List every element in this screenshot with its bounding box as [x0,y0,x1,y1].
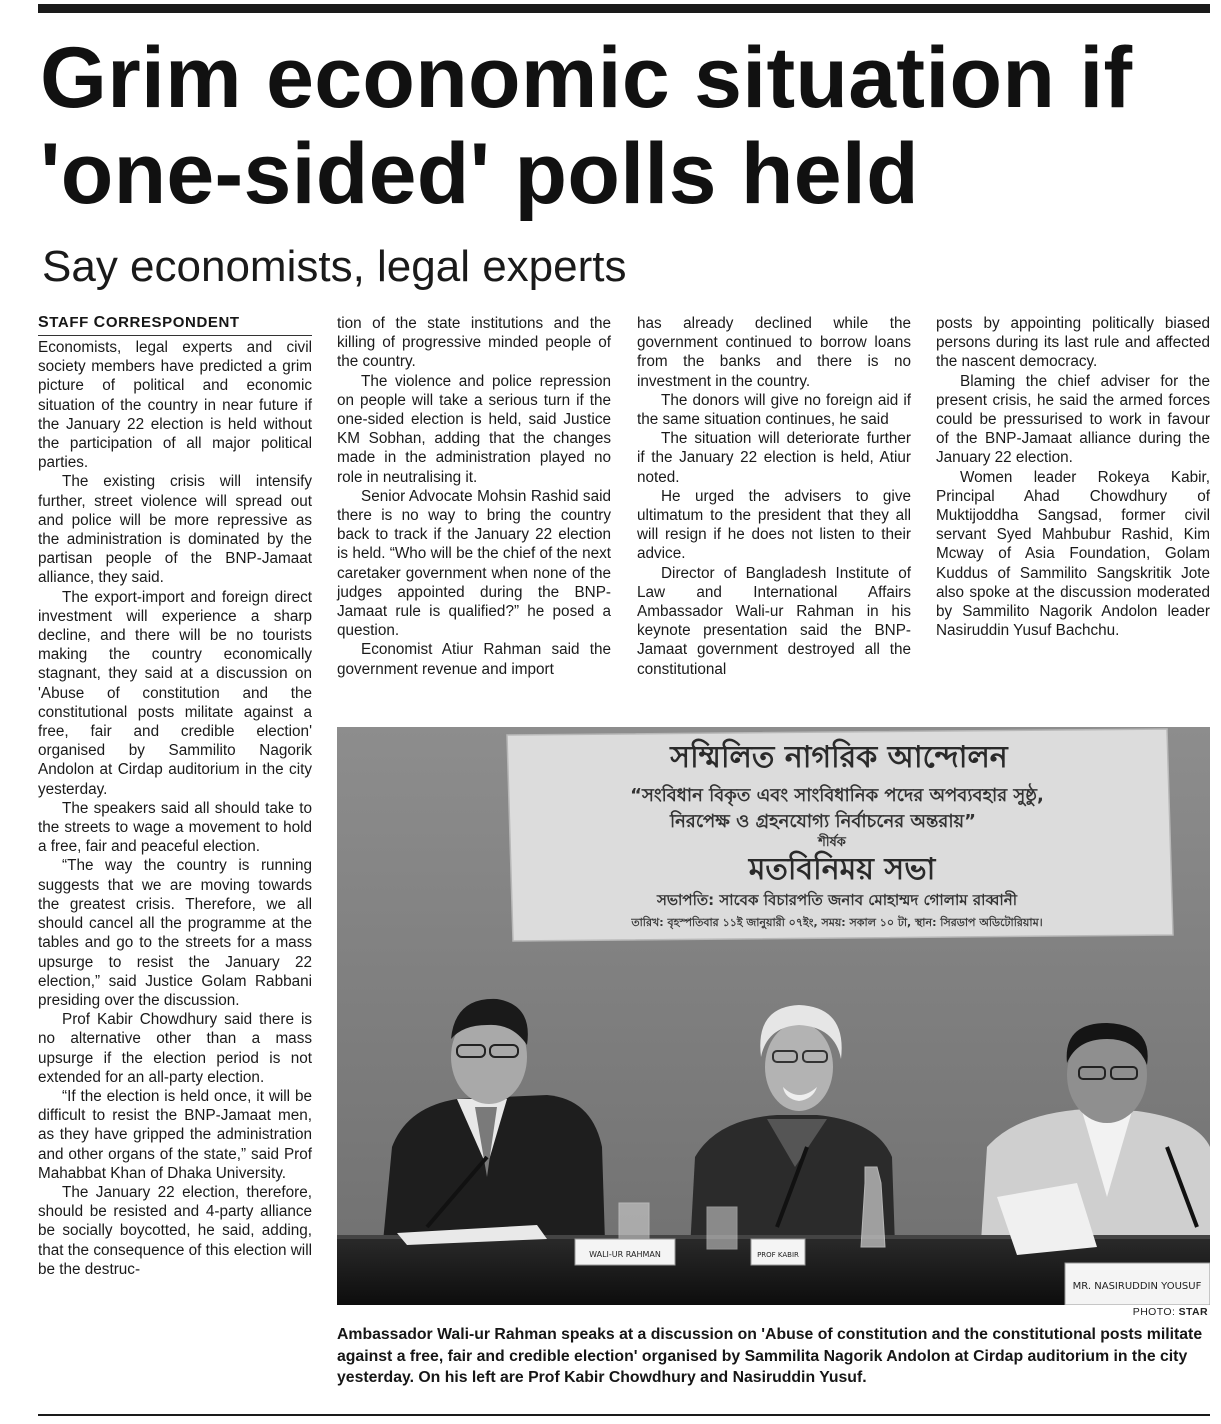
paragraph: Senior Advocate Mohsin Rashid said there is no way to bring the country back to track if the January 22 election is held. “Who will be the chief of the next caretaker government when none of the judges appointed during the BNP-Jamaat rule is qualified?” he posed a question. [337,487,611,640]
svg-text:PROF KABIR: PROF KABIR [757,1251,799,1259]
paragraph: Economist Atiur Rahman said the government revenue and import [337,641,611,678]
top-rule [38,4,1210,13]
paragraph: The existing crisis will intensify further, street violence will spread out and police will be more repressive as the administration is dominated by the partisan people of the BNP-Jamaat alliance, they said. [38,473,312,587]
photo-caption: Ambassador Wali-ur Rahman speaks at a discussion on 'Abuse of constitution and the constitutional posts militate against a free, fair and credible election' organised by Sammilita Nagorik Andolon at Cirdap auditorium in the city yesterday. On his left are Prof Kabir Chowdhury and Nasiruddin Yusuf. [337,1326,1203,1386]
article-column-1 [38,338,312,1279]
paragraph: has already declined while the government continued to borrow loans from the banks and there is no investment in the country. [637,315,911,390]
paragraph: tion of the state institutions and the killing of progressive minded people of the country. [337,315,611,371]
byline: STAFF CORRESPONDENT [38,314,312,336]
photo-credit: PHOTO: STAR [1132,1306,1208,1318]
banner-line-2: “সংবিধান বিকৃত এবং সাংবিধানিক পদের অপব্যবহার সুষ্ঠু, [630,785,1044,806]
paragraph: Director of Bangladesh Institute of Law and International Affairs Ambassador Wali-ur Rahman in his keynote presentation said the BNP-Jamaat government destroyed all the constitutional [637,564,911,678]
water-glass [707,1207,737,1249]
banner-line-6: সভাপতি: সাবেক বিচারপতি জনাব মোহাম্মদ গোলাম রাব্বানী [656,891,1018,909]
bottom-rule [38,1414,1210,1416]
photo-scene [337,727,1210,1305]
banner-line-5: মতবিনিময় সভা [748,852,936,887]
paragraph: He urged the advisers to give ultimatum to the president that they all will resign if he does not listen to their advice. [637,487,911,563]
paragraph: “If the election is held once, it will be difficult to resist the BNP-Jamaat men, as they have gripped the administration and other organs of the state,” said Prof Mahabbat Khan of Dhaka University. [38,1087,312,1182]
paragraph: Prof Kabir Chowdhury said there is no alternative other than a mass upsurge if the election period is not extended for an all-party election. [38,1011,312,1086]
paragraph: The export-import and foreign direct investment will experience a sharp decline, and there will be no tourists making the country economically stagnant, they said at a discussion on 'Abuse of constitution and the constitutional posts militate against a free, fair and credible election' organised by Sammilito Nagorik Andolon at Cirdap auditorium in the city yesterday. [38,588,312,798]
paragraph: Blaming the chief adviser for the present crisis, he said the armed forces could be pressurised to work in favour of the BNP-Jamaat alliance during the January 22 election. [936,372,1210,467]
paragraph: The speakers said all should take to the streets to wage a movement to hold a free, fair and peaceful election. [38,799,312,856]
banner-line-7: তারিখ: বৃহস্পতিবার ১১ই জানুয়ারী ০৭ইং, সময়: সকাল ১০ টা, স্থান: সিরডাপ অডিটোরিয়াম। [631,916,1043,929]
paragraph: The violence and police repression on people will take a serious turn if the one-sided election is held, said Justice KM Sobhan, adding that the changes made in the administration played no role in neutralising it. [337,372,611,486]
banner-title: সম্মিলিত নাগরিক আন্দোলন [670,740,1008,775]
headline: Grim economic situation if 'one-sided' polls held [40,30,1133,222]
nameplate-right [1065,1263,1210,1305]
nameplate-center [751,1239,805,1265]
paragraph: The donors will give no foreign aid if the same situation continues, he said [637,391,911,429]
paragraph: The situation will deteriorate further if the January 22 election is held, Atiur noted. [637,430,911,486]
banner-line-3: নিরপেক্ষ ও গ্রহনযোগ্য নির্বাচনের অন্তরায়” [670,811,976,832]
article-column-3 [637,314,911,679]
nameplate-left [575,1239,675,1265]
paragraph: “The way the country is running suggests that we are moving towards the greatest crisis. Therefore, we all should cancel all the programme at the tables and go to the streets for a mass upsurge to resist the January 22 election,” said Justice Golam Rabbani presiding over the discussion. [38,857,312,1009]
news-photo [337,727,1210,1305]
article-column-2 [337,314,611,679]
svg-text:MR. NASIRUDDIN YOUSUF: MR. NASIRUDDIN YOUSUF [1072,1281,1202,1292]
subheadline: Say economists, legal experts [42,242,627,291]
banner-line-4: শীর্ষক [818,835,846,850]
paragraph: posts by appointing politically biased persons during its last rule and affected the nascent democracy. [936,315,1210,371]
paragraph: The January 22 election, therefore, should be resisted and 4-party alliance be socially boycotted, he said, adding, that the consequence of this election will be the destruc- [38,1183,312,1278]
paragraph: Women leader Rokeya Kabir, Principal Ahad Chowdhury of Muktijoddha Sangsad, former civil servant Syed Mahbubur Rashid, Kim Mcway of Asia Foundation, Golam Kuddus of Sammilito Sangskritik Jote also spoke at the discussion moderated by Sammilito Nagorik Andolon leader Nasiruddin Yusuf Bachchu. [936,468,1210,640]
article-column-4 [936,314,1210,640]
paragraph: Economists, legal experts and civil society members have predicted a grim picture of political and economic situation of the country in near future if the January 22 election is held without the participation of all major political parties. [38,339,312,472]
svg-text:WALI-UR RAHMAN: WALI-UR RAHMAN [589,1250,661,1259]
